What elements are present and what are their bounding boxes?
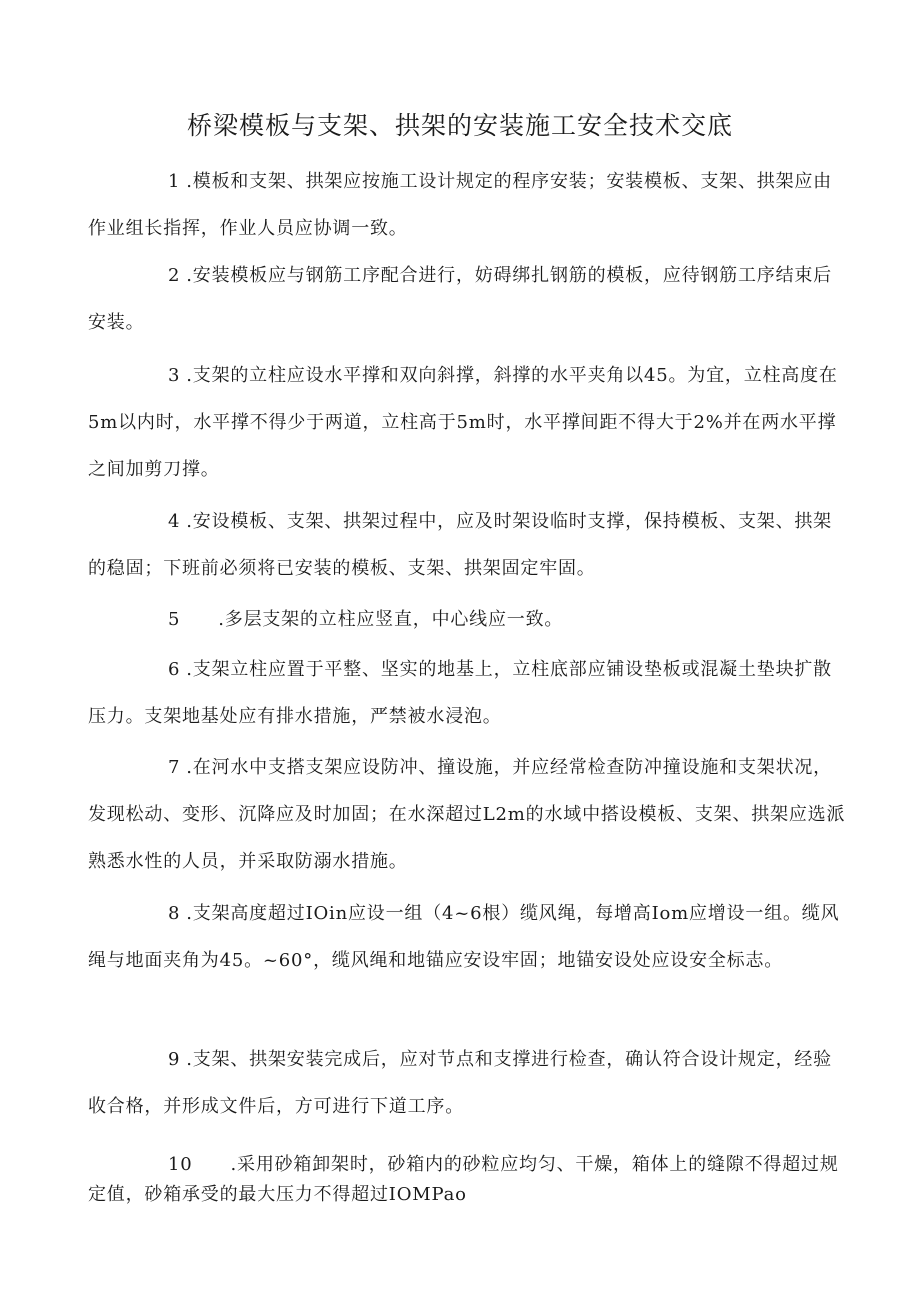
paragraph-6 xyxy=(88,646,848,740)
paragraph-number: 4 xyxy=(168,511,181,532)
paragraph-3 xyxy=(88,352,848,493)
paragraph-9 xyxy=(88,1036,848,1130)
paragraph-text: .安装模板应与钢筋工序配合进行，妨碍绑扎钢筋的模板，应待钢筋工序结束后安装。 xyxy=(88,265,832,333)
paragraph-text: .安设模板、支架、拱架过程中，应及时架设临时支撑，保持模板、支架、拱架的稳固；下班前必须将已安装的模板、支架、拱架固定牢固。 xyxy=(88,511,832,579)
paragraph-7 xyxy=(88,744,848,885)
paragraph-number: 1 xyxy=(168,171,181,192)
paragraph-number: 3 xyxy=(168,365,181,386)
paragraph-8 xyxy=(88,890,848,984)
paragraph-number: 6 xyxy=(168,659,181,680)
paragraph-number: 7 xyxy=(168,757,181,778)
paragraph-text: .支架的立柱应设水平撑和双向斜撑，斜撑的水平夹角以45。为宜，立柱高度在5m以内时，水平撑不得少于两道，立柱高于5m时，水平撑间距不得大于2%并在两水平撑之间加剪刀撑。 xyxy=(88,365,838,480)
paragraph-text: .模板和支架、拱架应按施工设计规定的程序安装；安装模板、支架、拱架应由作业组长指挥，作业人员应协调一致。 xyxy=(88,171,832,239)
paragraph-number: 10 xyxy=(168,1154,193,1175)
paragraph-5 xyxy=(88,596,848,643)
paragraph-4 xyxy=(88,498,848,592)
paragraph-text: .支架、拱架安装完成后，应对节点和支撑进行检查，确认符合设计规定，经验收合格，并形成文件后，方可进行下道工序。 xyxy=(88,1049,832,1117)
paragraph-1 xyxy=(88,158,848,252)
paragraph-number: 5 xyxy=(168,609,181,630)
paragraph-number: 8 xyxy=(168,903,181,924)
paragraph-text: .多层支架的立柱应竖直，中心线应一致。 xyxy=(218,609,564,630)
paragraph-2 xyxy=(88,252,848,346)
paragraph-text: .在河水中支搭支架应设防冲、撞设施，并应经常检查防冲撞设施和支架状况，发现松动、变形、沉降应及时加固；在水深超过L2m的水域中搭设模板、支架、拱架应选派熟悉水性的人员，并采取防溺水措施。 xyxy=(88,757,846,872)
paragraph-10 xyxy=(88,1150,848,1210)
paragraph-number: 2 xyxy=(168,265,181,286)
paragraph-text: .采用砂箱卸架时，砂箱内的砂粒应均匀、干燥，箱体上的缝隙不得超过规定值，砂箱承受的最大压力不得超过IOMPao xyxy=(88,1154,839,1205)
paragraph-text: .支架高度超过IOin应设一组（4~6根）缆风绳，每增高Iom应增设一组。缆风绳与地面夹角为45。~60°，缆风绳和地锚应安设牢固；地锚安设处应设安全标志。 xyxy=(88,903,840,971)
paragraph-number: 9 xyxy=(168,1049,181,1070)
paragraph-text: .支架立柱应置于平整、坚实的地基上，立柱底部应铺设垫板或混凝土垫块扩散压力。支架地基处应有排水措施，严禁被水浸泡。 xyxy=(88,659,832,727)
document-title: 桥梁模板与支架、拱架的安装施工安全技术交底 xyxy=(186,111,733,140)
